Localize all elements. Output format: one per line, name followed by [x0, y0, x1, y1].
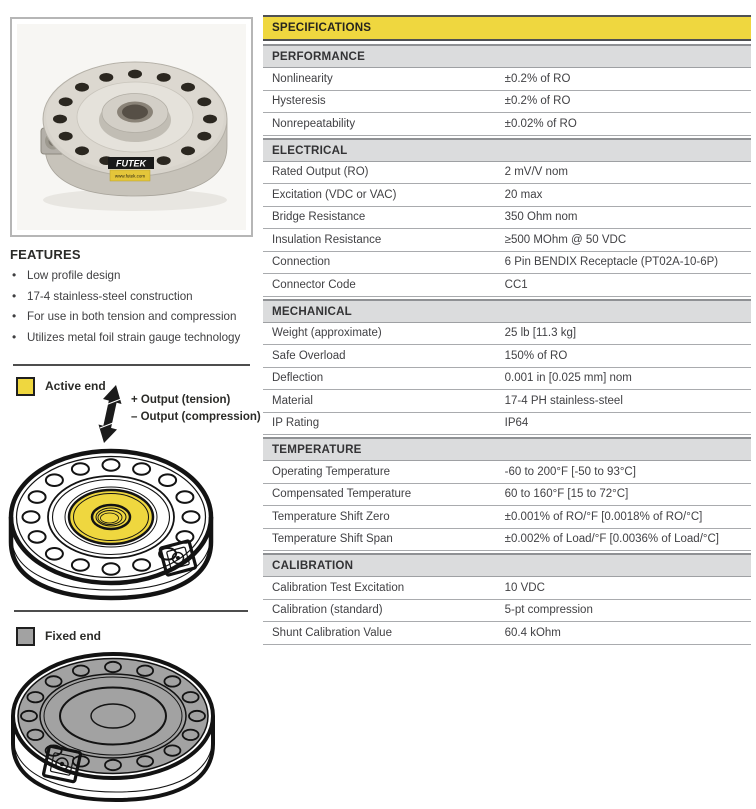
- spec-value: 5-pt compression: [504, 604, 593, 616]
- spec-value: ±0.001% of RO/°F [0.0018% of RO/°C]: [504, 510, 703, 523]
- spec-row: [263, 207, 751, 230]
- section-header: ELECTRICAL: [263, 138, 751, 162]
- spec-label: Bridge Resistance: [272, 211, 366, 223]
- spec-value: 0.001 in [0.025 mm] nom: [504, 372, 632, 384]
- active-end-label: Active end: [45, 379, 106, 393]
- spec-row: [263, 68, 751, 91]
- spec-row: [263, 274, 751, 297]
- spec-value: 60 to 160°F [15 to 72°C]: [504, 488, 629, 500]
- spec-table: [263, 15, 751, 645]
- spec-value: 60.4 kOhm: [504, 626, 561, 639]
- spec-value: ±0.2% of RO: [504, 95, 571, 107]
- spec-row: [263, 600, 751, 623]
- section-header: TEMPERATURE: [263, 437, 751, 461]
- spec-label: Rated Output (RO): [272, 166, 369, 178]
- brand-subtext: www.futek.com: [114, 173, 146, 179]
- spec-row: [263, 413, 751, 436]
- fixed-end-swatch: [16, 627, 35, 646]
- divider: [14, 610, 248, 612]
- spec-value: -60 to 200°F [-50 to 93°C]: [504, 465, 636, 478]
- spec-value: 20 max: [504, 188, 543, 201]
- features-title: FEATURES: [10, 247, 81, 262]
- spec-label: Safe Overload: [272, 349, 346, 362]
- section-header: CALIBRATION: [263, 553, 751, 577]
- divider: [13, 364, 250, 366]
- spec-value: CC1: [504, 278, 528, 291]
- spec-row: [263, 484, 751, 507]
- spec-label: Temperature Shift Zero: [272, 510, 390, 523]
- spec-label: Insulation Resistance: [272, 233, 382, 246]
- spec-label: Nonrepeatability: [272, 117, 356, 130]
- spec-row: [263, 368, 751, 391]
- feature-item: • 17-4 stainless-steel construction: [10, 290, 255, 303]
- spec-label: Temperature Shift Span: [272, 533, 393, 545]
- spec-label: Weight (approximate): [272, 327, 382, 339]
- brand-label: [108, 157, 154, 181]
- spec-row: [263, 252, 751, 275]
- spec-table-title: SPECIFICATIONS: [263, 15, 751, 41]
- spec-label: Calibration (standard): [272, 604, 383, 616]
- spec-value: 10 VDC: [504, 581, 545, 594]
- spec-row: [263, 577, 751, 600]
- spec-row: [263, 345, 751, 368]
- spec-value: 25 lb [11.3 kg]: [504, 327, 577, 339]
- spec-row: [263, 390, 751, 413]
- fixed-end-diagram: [6, 648, 220, 806]
- spec-value: 2 mV/V nom: [504, 166, 568, 178]
- spec-row: [263, 323, 751, 346]
- fixed-end-legend: [16, 627, 101, 646]
- spec-value: 150% of RO: [504, 349, 568, 362]
- spec-value: ±0.2% of RO: [504, 72, 571, 85]
- spec-label: IP Rating: [272, 417, 320, 429]
- spec-label: Connector Code: [272, 278, 356, 291]
- spec-value: ±0.02% of RO: [504, 117, 577, 130]
- fixed-end-label: Fixed end: [45, 629, 102, 643]
- spec-value: 6 Pin BENDIX Receptacle (PT02A-10-6P): [504, 256, 719, 268]
- spec-label: Operating Temperature: [272, 465, 391, 478]
- spec-row: [263, 162, 751, 185]
- section-header: PERFORMANCE: [263, 44, 751, 68]
- brand-text: FUTEK: [116, 158, 146, 169]
- spec-label: Nonlinearity: [272, 72, 333, 85]
- spec-row: [263, 529, 751, 552]
- spec-label: Shunt Calibration Value: [272, 626, 392, 639]
- active-end-swatch: [16, 377, 35, 396]
- tension-compression-arrow-icon: [92, 384, 126, 444]
- spec-label: Excitation (VDC or VAC): [272, 188, 397, 201]
- spec-value: 350 Ohm nom: [504, 211, 578, 223]
- spec-label: Material: [272, 394, 313, 407]
- product-photo: [17, 24, 246, 230]
- output-labels: [131, 394, 261, 428]
- spec-label: Deflection: [272, 372, 324, 384]
- spec-value: IP64: [504, 417, 529, 429]
- spec-row: [263, 229, 751, 252]
- spec-row: [263, 113, 751, 136]
- spec-row: [263, 506, 751, 529]
- output-compression-label: – Output (compression): [131, 411, 261, 423]
- spec-label: Hysteresis: [272, 95, 326, 107]
- features-list: [10, 269, 255, 344]
- spec-table-body: [263, 44, 751, 645]
- spec-label: Calibration Test Excitation: [272, 581, 405, 594]
- spec-label: Connection: [272, 256, 331, 268]
- feature-item: • Utilizes metal foil strain gauge technology: [10, 331, 255, 344]
- spec-row: [263, 184, 751, 207]
- features-section: [10, 247, 255, 351]
- spec-row: [263, 461, 751, 484]
- feature-item: • Low profile design: [10, 269, 255, 282]
- active-end-diagram: [6, 442, 218, 602]
- product-photo-frame: [10, 17, 253, 237]
- spec-value: ≥500 MOhm @ 50 VDC: [504, 233, 627, 246]
- feature-item: • For use in both tension and compression: [10, 310, 255, 323]
- section-header: MECHANICAL: [263, 299, 751, 323]
- spec-row: [263, 622, 751, 645]
- spec-value: 17-4 PH stainless-steel: [504, 394, 623, 407]
- spec-row: [263, 91, 751, 114]
- spec-value: ±0.002% of Load/°F [0.0036% of Load/°C]: [504, 533, 719, 545]
- spec-label: Compensated Temperature: [272, 488, 412, 500]
- output-tension-label: + Output (tension): [131, 394, 231, 406]
